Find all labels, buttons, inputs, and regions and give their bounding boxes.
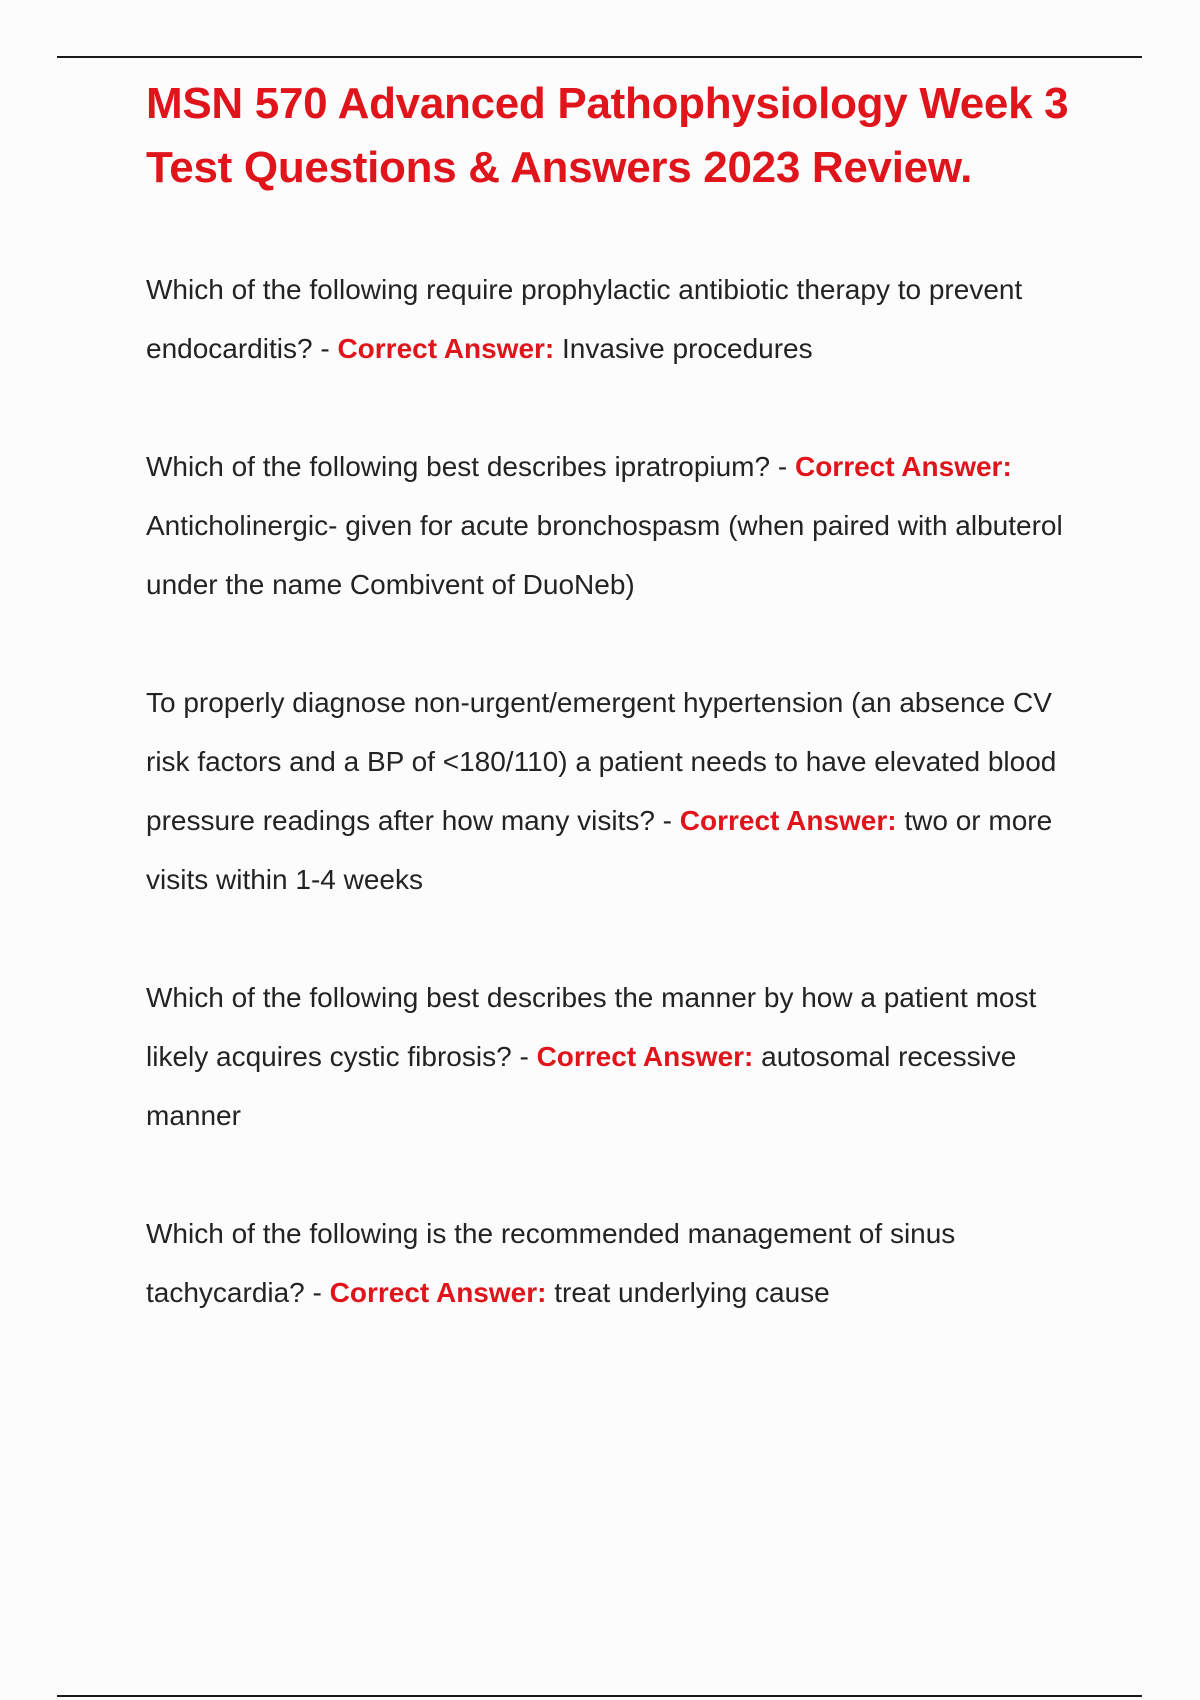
correct-answer-label: Correct Answer:	[536, 1041, 754, 1072]
question-text: Which of the following is the recommended management of sinus tachycardia?	[146, 1218, 956, 1308]
question-text: Which of the following best describes the manner by how a patient most likely acquires cystic fibrosis?	[146, 982, 1037, 1072]
separator: -	[654, 805, 680, 836]
document-body	[146, 72, 1086, 1381]
answer-text: two or more visits within 1-4 weeks	[146, 805, 1053, 895]
document-title: MSN 570 Advanced Pathophysiology Week 3 Test Questions & Answers 2023 Review.	[146, 79, 1069, 192]
correct-answer-label: Correct Answer:	[794, 451, 1012, 482]
qa-item	[146, 437, 1086, 614]
qa-item	[146, 673, 1086, 909]
separator: -	[312, 333, 338, 364]
qa-item	[146, 1204, 1086, 1322]
qa-item	[146, 968, 1086, 1145]
separator: -	[770, 451, 795, 482]
question-text: To properly diagnose non-urgent/emergent hypertension (an absence CV risk factors and a BP of <180/110) a patient needs to have elevated blood pressure readings after how many visits?	[146, 687, 1057, 836]
question-text: Which of the following require prophylactic antibiotic therapy to prevent endocarditis?	[146, 274, 1023, 364]
separator: -	[304, 1277, 330, 1308]
correct-answer-label: Correct Answer:	[329, 1277, 547, 1308]
bottom-rule	[57, 1695, 1142, 1697]
answer-text: Anticholinergic- given for acute bronchospasm (when paired with albuterol under the name Combivent of DuoNeb)	[146, 510, 1063, 600]
correct-answer-label: Correct Answer:	[679, 805, 897, 836]
answer-text: autosomal recessive manner	[146, 1041, 1017, 1131]
separator: -	[511, 1041, 537, 1072]
answer-text: Invasive procedures	[562, 333, 813, 364]
correct-answer-label: Correct Answer:	[337, 333, 555, 364]
question-text: Which of the following best describes ipratropium?	[146, 451, 771, 482]
answer-text: treat underlying cause	[554, 1277, 830, 1308]
top-rule	[57, 56, 1142, 58]
qa-item	[146, 260, 1086, 378]
